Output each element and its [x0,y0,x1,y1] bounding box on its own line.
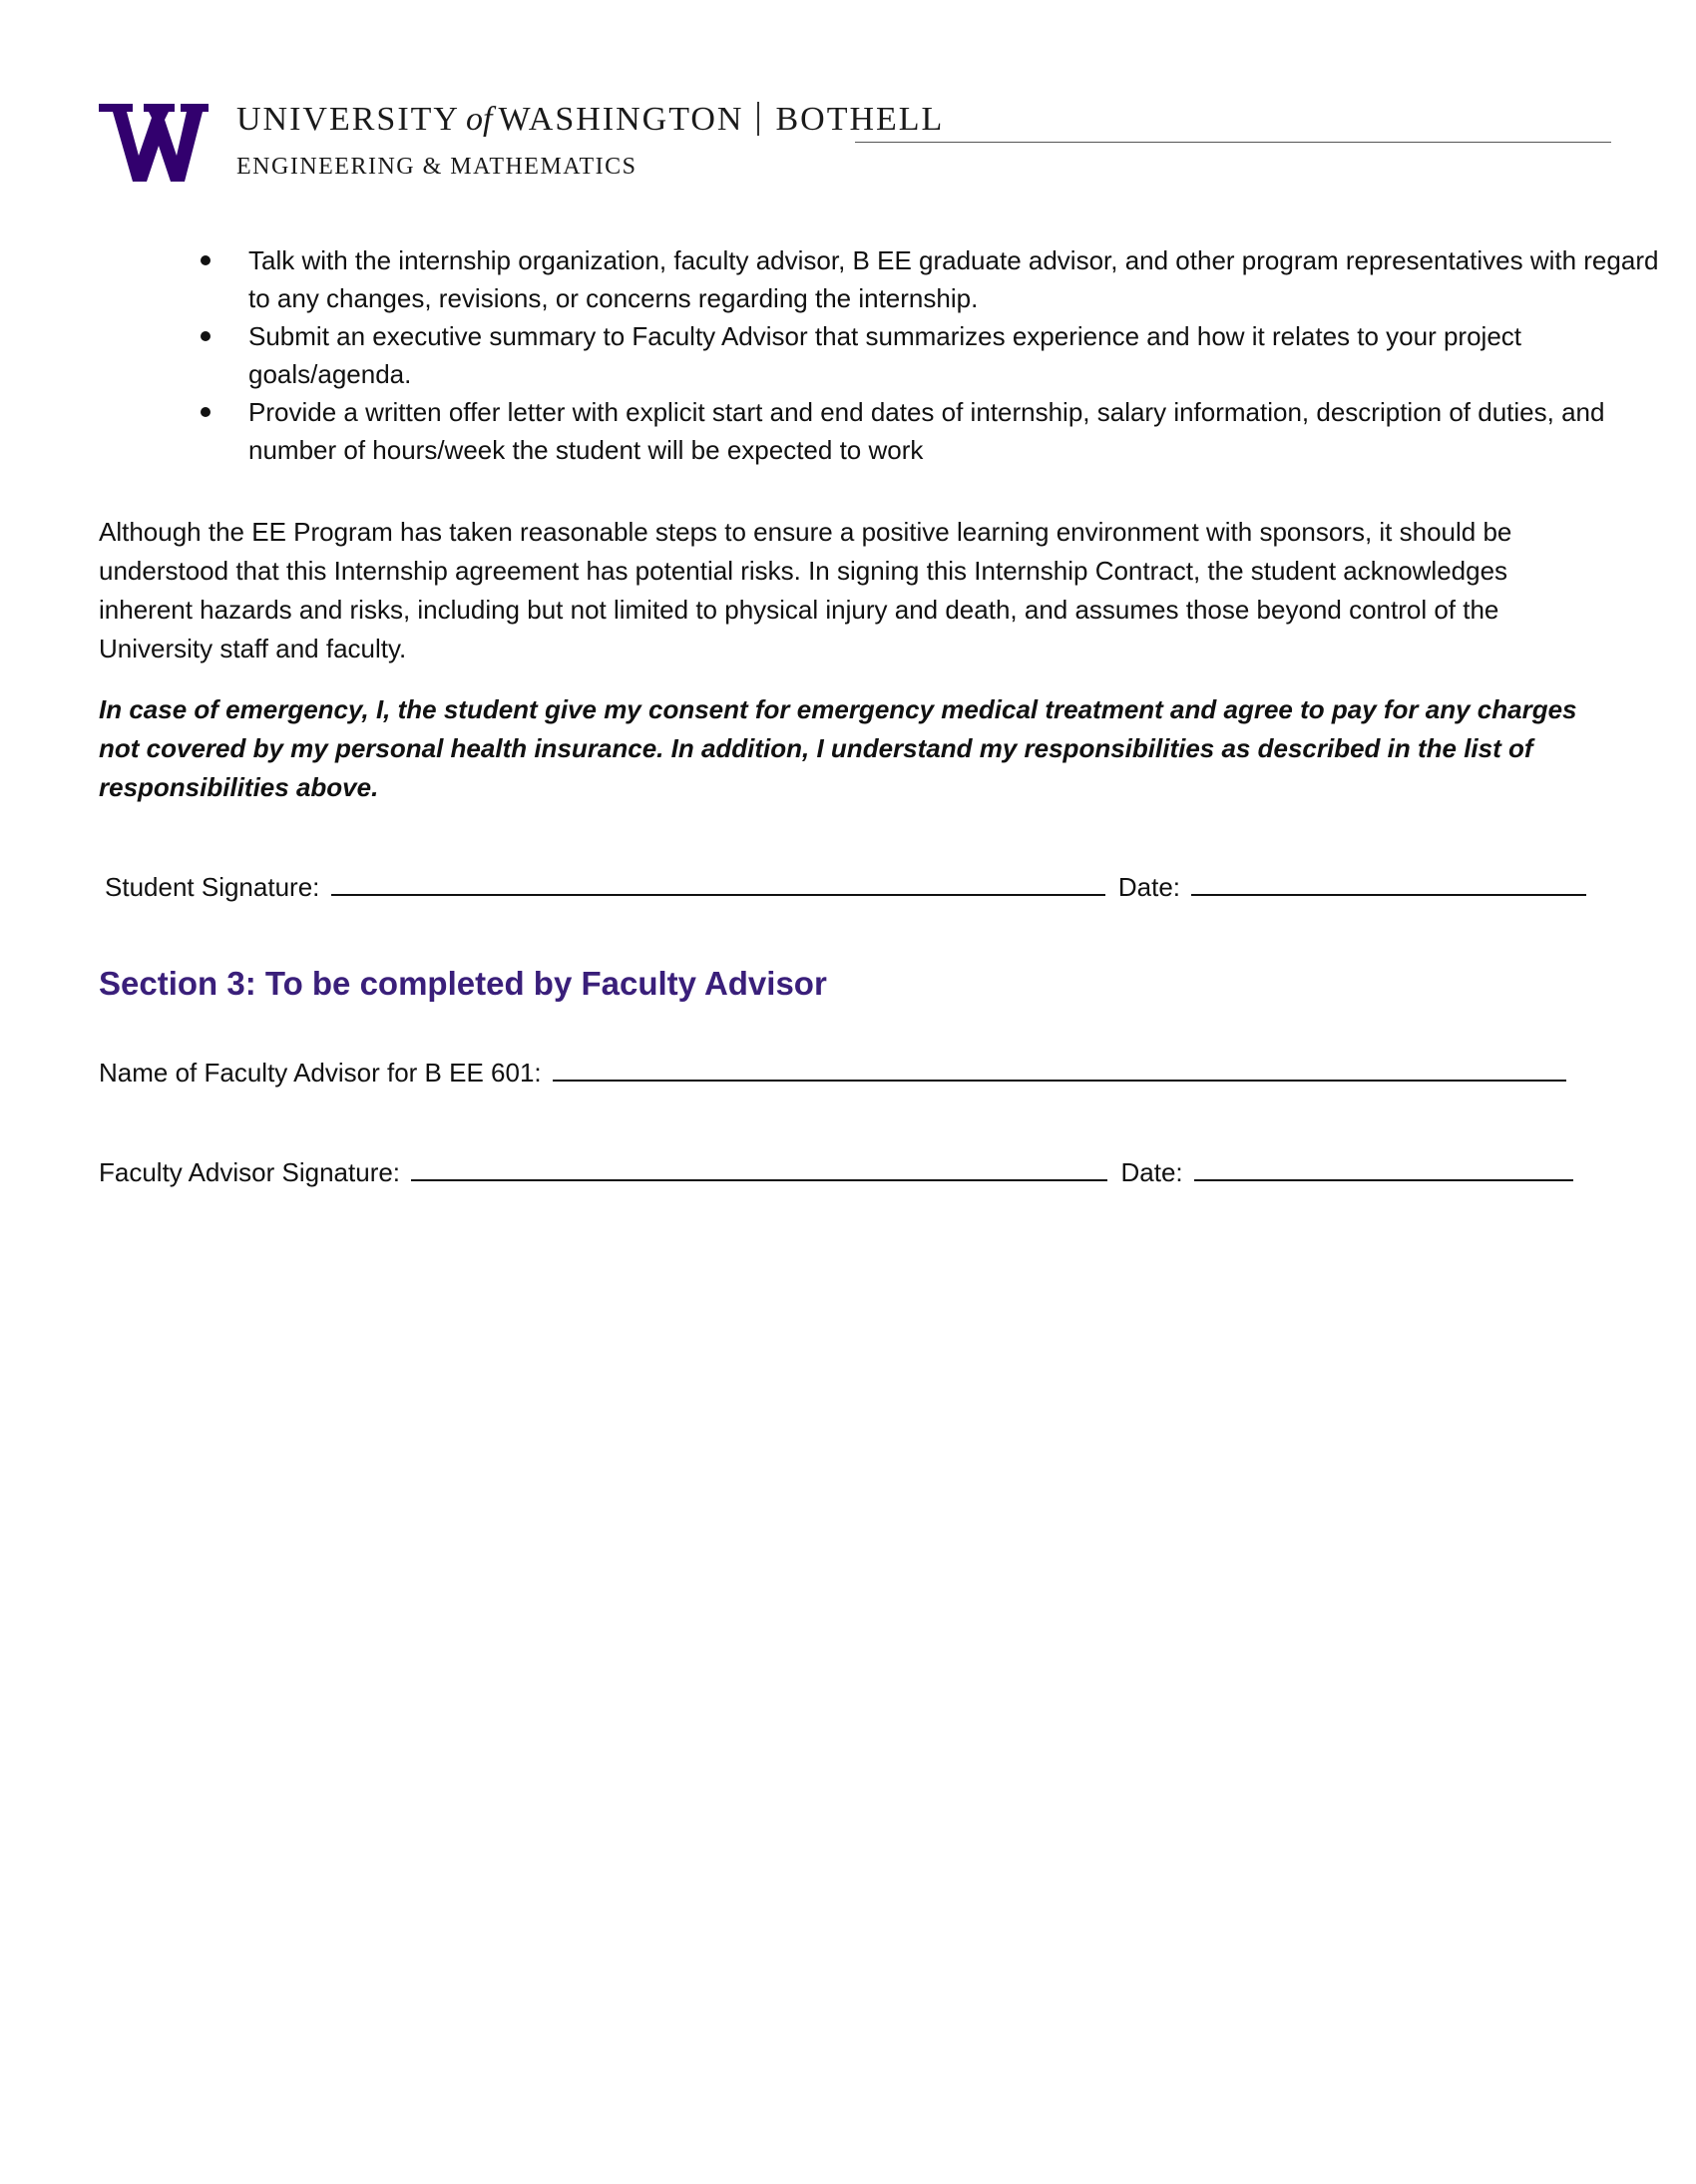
student-date-label: Date: [1117,872,1181,902]
bullet-icon [201,255,211,265]
list-item [99,393,1675,469]
wordmark-divider [757,102,759,136]
advisor-name-row [99,1056,1566,1089]
student-signature-row [105,870,1586,903]
header-rule [855,142,1611,143]
advisor-date-label: Date: [1120,1157,1183,1187]
department-name: ENGINEERING & MATHEMATICS [236,154,637,180]
list-item-text: Submit an executive summary to Faculty Advisor that summarizes experience and how it relates to your project goals/agenda. [248,321,1522,389]
consent-paragraph: In case of emergency, I, the student give my consent for emergency medical treatment and agree to pay for any charges not covered by my personal health insurance. In addition, I understand my responsibilities as described in the list of responsibilities above. [99,694,1577,802]
risk-paragraph: Although the EE Program has taken reasonable steps to ensure a positive learning environment with sponsors, it should be understood that this Internship agreement has potential risks. In signing this Internship Contract, the student acknowledges inherent hazards and risks, including but not limited to physical injury and death, and assumes those beyond control of the University staff and faculty. [99,517,1512,663]
advisor-signature-field[interactable] [411,1155,1107,1181]
student-date-field[interactable] [1191,870,1586,896]
bullet-icon [201,407,211,417]
university-name-part1: UNIVERSITY [236,101,460,138]
advisor-name-label: Name of Faculty Advisor for B EE 601: [99,1058,542,1088]
document-body [99,241,1659,807]
student-signature-label: Student Signature: [105,872,320,902]
list-item-text: Provide a written offer letter with explicit start and end dates of internship, salary information, description of duties, and number of hours/week the student will be expected to work [248,397,1605,465]
advisor-date-field[interactable] [1194,1155,1573,1181]
university-name [236,100,944,140]
campus-name: BOTHELL [775,101,945,138]
university-name-part2: WASHINGTON [498,101,744,138]
letterhead [99,96,1611,196]
advisor-signature-row [99,1155,1573,1188]
uw-logo-w-shape [99,104,209,182]
bullet-icon [201,331,211,341]
university-name-of: of [465,101,493,138]
advisor-name-field[interactable] [553,1056,1566,1082]
advisor-signature-label: Faculty Advisor Signature: [99,1157,401,1187]
list-item-text: Talk with the internship organization, faculty advisor, B EE graduate advisor, and other program representatives with regard to any changes, revisions, or concerns regarding the internship. [248,245,1659,313]
student-signature-field[interactable] [331,870,1105,896]
responsibility-list [99,241,1659,469]
section-3-heading: Section 3: To be completed by Faculty Advisor [99,965,827,1002]
list-item [99,317,1675,393]
list-item [99,241,1675,317]
uw-logo-icon [99,104,209,182]
